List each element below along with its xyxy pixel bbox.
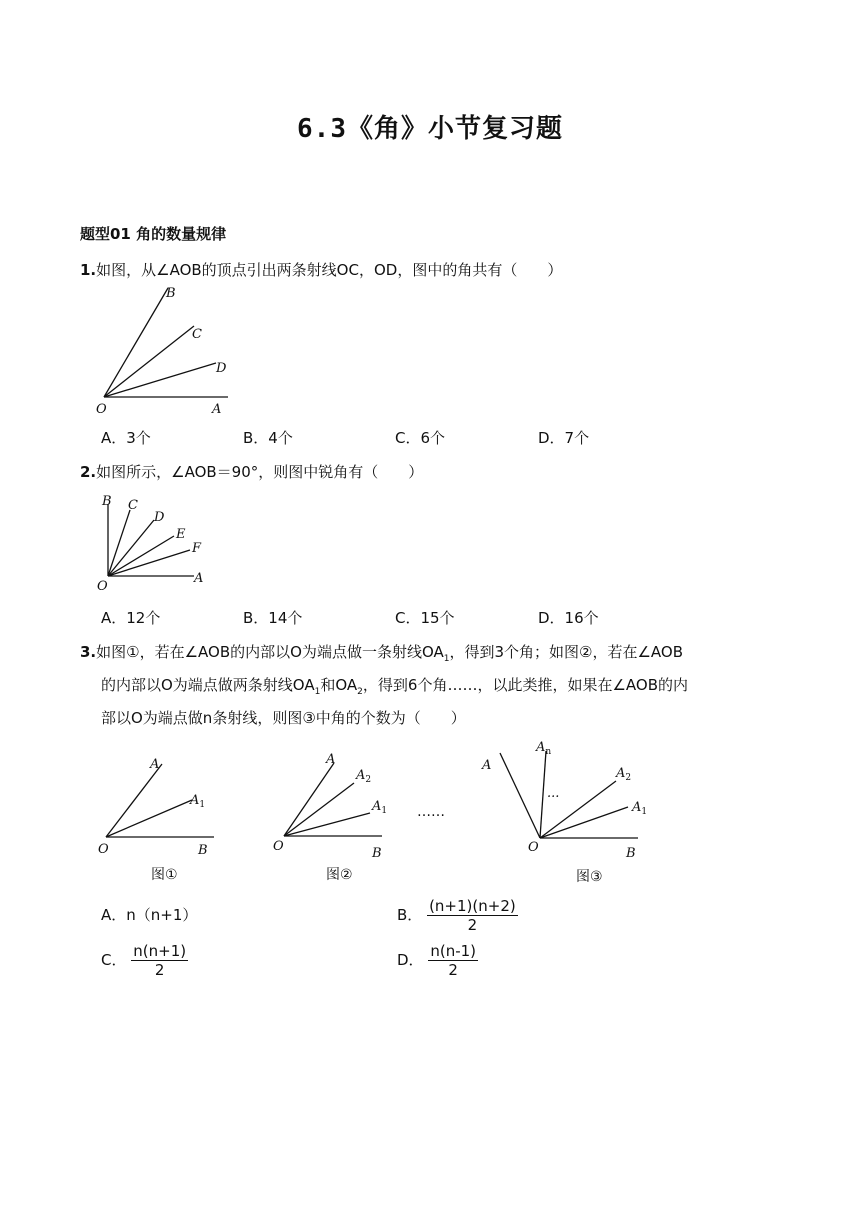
q1-option-d[interactable]: D．7个 [538,429,590,447]
label-c: C [192,327,202,342]
q3-option-c[interactable]: C． $\frac{n(n+1)}{2}$ [101,942,187,979]
question-3-line-3: 部以O为端点做n条射线，则图③中角的个数为（ ） [101,709,466,727]
question-2-number: 2. [80,463,97,481]
label-o: O [528,840,539,855]
label-b: B [198,843,208,858]
label-dots: ... [547,786,560,801]
label-a: A [482,758,492,773]
q2-option-a[interactable]: A．12个 [101,609,161,627]
figure-2 [268,745,398,865]
section-heading: 题型01 角的数量规律 [80,225,227,243]
question-1-text: 如图，从∠AOB的顶点引出两条射线OC，OD，图中的角共有（ ） [96,261,563,279]
label-a1: $A_1$ [632,800,648,817]
question-2 [80,461,423,482]
label-a: A [326,752,336,767]
fraction: $\frac{n(n-1)}{2}$ [430,942,477,979]
label-d: D [154,510,165,525]
label-o: O [98,842,109,857]
question-3-line-2: 的内部以O为端点做两条射线$OA_1$和$OA_2$，得到6个角……，以此类推，如果在∠AOB的内 [101,676,688,697]
q3-option-b[interactable]: B． $\frac{(n+1)(n+2)}{2}$ [397,897,516,934]
ray-oa [500,753,540,838]
label-c: C [128,498,138,513]
ray-oa1 [106,800,192,837]
label-a: A [212,402,222,417]
q2-option-b[interactable]: B．14个 [243,609,303,627]
question-3-line-1: 3.如图①，若在∠AOB的内部以O为端点做一条射线$OA_1$，得到3个角；如图②，若在∠AOB [80,643,684,664]
ray-oa1 [540,807,628,838]
label-o: O [96,402,107,417]
label-a1: $A_1$ [190,793,206,810]
fraction: $\frac{(n+1)(n+2)}{2}$ [429,897,516,934]
q1-option-c[interactable]: C．6个 [395,429,446,447]
label-d: D [216,361,227,376]
figure-1 [90,750,230,865]
label-o: O [97,579,108,594]
label-b: B [372,846,382,861]
label-a: A [194,571,204,586]
q2-option-c[interactable]: C．15个 [395,609,455,627]
ray-oe [108,536,174,576]
q1-option-a[interactable]: A．3个 [101,429,151,447]
label-a: A [150,757,160,772]
ray-oa [106,764,162,837]
label-b: B [166,286,176,301]
ray-oc [108,510,130,576]
label-o: O [273,839,284,854]
label-f: F [192,541,202,556]
page-title: 6.3《角》小节复习题 [297,114,563,144]
ray-oan [540,751,546,838]
q1-option-b[interactable]: B．4个 [243,429,293,447]
question-3-number: 3. [80,643,97,661]
label-b: B [626,846,636,861]
fraction: $\frac{n(n+1)}{2}$ [133,942,187,979]
figure-3 [470,735,660,865]
q3-option-d[interactable]: D． $\frac{n(n-1)}{2}$ [397,942,477,979]
question-2-text: 如图所示，∠AOB＝90°，则图中锐角有（ ） [96,463,424,481]
label-e: E [176,527,186,542]
label-a2: $A_2$ [616,766,632,783]
label-a1: $A_1$ [372,799,388,816]
figure-3-caption: 图③ [576,869,603,885]
label-a2: $A_2$ [356,768,372,785]
figures-ellipsis: …… [417,804,445,820]
question-2-figure [90,490,220,595]
question-1-figure [90,280,250,420]
ray-od [108,520,154,576]
label-an: $A_n$ [536,740,552,757]
question-1-number: 1. [80,261,97,279]
question-1 [80,259,562,280]
label-b: B [102,494,112,509]
q2-option-d[interactable]: D．16个 [538,609,599,627]
figure-1-caption: 图① [151,867,178,883]
ray-of [108,550,190,576]
ray-oc [104,326,194,397]
ray-oa2 [284,783,354,836]
figure-2-caption: 图② [326,867,353,883]
q3-option-a[interactable]: A．n（n+1） [101,906,198,924]
